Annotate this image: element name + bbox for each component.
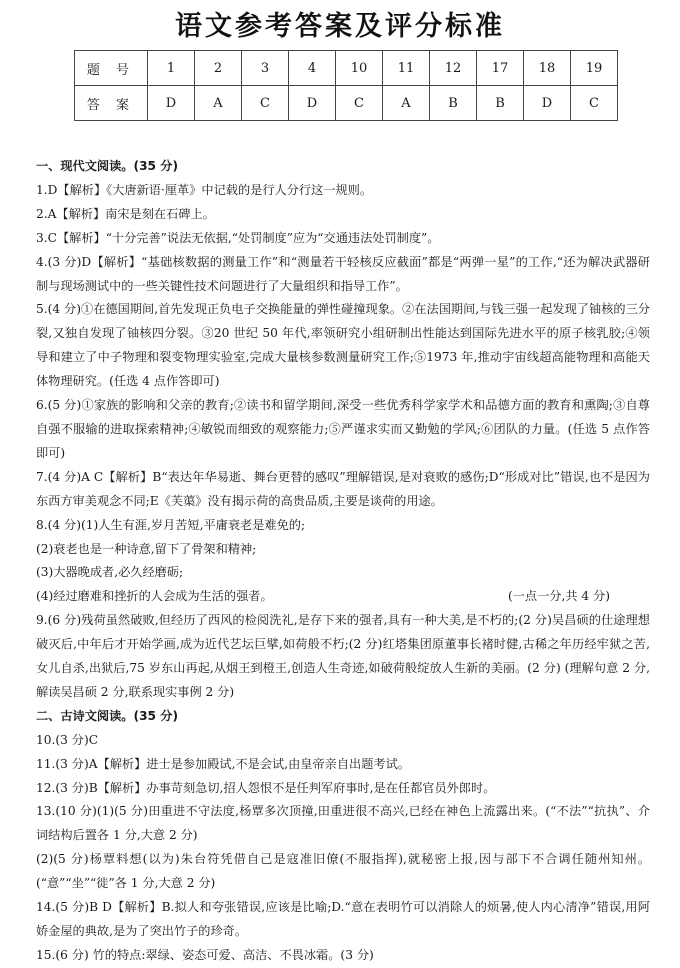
answer-line-6: 6.(5 分)①家族的影响和父亲的教育;②读书和留学期间,深受一些优秀科学家学术和品德方面的教育和熏陶;③自尊自强不服输的进取探索精神;④敏锐而细致的观察能力;⑤严谨求实而又勤勉的学风;⑥团队的力量。(任选 5 点作答即可): [36, 398, 650, 460]
page-title: 语文参考答案及评分标准: [175, 11, 505, 42]
answer-cell: C: [336, 86, 383, 121]
question-number: 2: [195, 51, 242, 86]
answer-line-13-1: 13.(10 分)(1)(5 分)田重进不守法度,杨覃多次顶撞,田重进很不高兴,已经在神色上流露出来。(“不法”“抗执”、介词结构后置各 1 分,大意 2 分): [36, 804, 650, 843]
answer-line-5: 5.(4 分)①在德国期间,首先发现正负电子交换能量的弹性碰撞现象。②在法国期间,与钱三强一起发现了铀核的三分裂,又独自发现了铀核四分裂。③20 世纪 50 年代,率领研究小组研制出性能达到国际先进水平的原子核乳胶;④领导和建立了中子物理和裂变物理实验室,完成大量核参数测量研究工作;⑤1973 年,推动宇宙线超高能物理和高能天体物理研究。(任选 4 点作答即可): [36, 302, 650, 389]
answer-line-7: 7.(4 分)A C【解析】B“表达年华易逝、舞台更替的感叹”理解错误,是对衰败的感伤;D“形成对比”错误,也不是因为东西方审美观念不同;E《芙蕖》没有揭示荷的高贵品质,主要是谈荷的用途。: [36, 469, 650, 508]
row-header: 答 案: [75, 86, 148, 121]
score-note: (一点一分,共 4 分): [507, 589, 610, 604]
answer-line-8-4: [36, 585, 650, 609]
question-number: 19: [571, 51, 618, 86]
answer-line-8-3: (3)大器晚成者,必久经磨砺;: [36, 565, 184, 580]
answer-cell: B: [430, 86, 477, 121]
answer-line-14: 14.(5 分)B D【解析】B.拟人和夸张错误,应该是比喻;D.“意在表明竹可以消除人的烦暑,使人内心清净”错误,用阿娇金屋的典故,是为了突出竹子的珍奇。: [36, 900, 650, 938]
answer-cell: C: [571, 86, 618, 121]
answer-line-4: 4.(3 分)D【解析】“基础核数据的测量工作”和“测量若干轻核反应截面”都是“两弹一星”的工作,“还为解决武器研制与现场测试中的一些关键性技术问题进行了大量组织和指导工作”。: [36, 254, 650, 293]
question-number: 18: [524, 51, 571, 86]
question-number: 17: [477, 51, 524, 86]
answer-cell: D: [148, 86, 195, 121]
answer-line-11: 11.(3 分)A【解析】进士是参加殿试,不是会试,由皇帝亲自出题考试。: [36, 756, 410, 771]
answer-line-9: 9.(6 分)残荷虽然破败,但经历了西风的检阅洗礼,是存下来的强者,具有一种大美,是不朽的;(2 分)吴昌硕的仕途理想破灭后,中年后才开始学画,成为近代艺坛巨擘,如荷般不朽;(2 分)红塔集团原董事长褚时健,古稀之年历经牢狱之苦,女儿自杀,出狱后,75 岁东山再起,从烟王到橙王,创造人生奇迹,如破荷般绽放人生新的美丽。(2 分) (理解句意 2 分,解读吴昌硕 2 分,联系现实事例 2 分): [36, 613, 650, 699]
answer-line-3: 3.C【解析】“十分完善”说法无依据,“处罚制度”应为“交通违法处罚制度”。: [36, 230, 440, 245]
answer-cell: C: [242, 86, 289, 121]
answer-cell: D: [289, 86, 336, 121]
question-number: 10: [336, 51, 383, 86]
answer-table: [74, 50, 618, 121]
question-number: 12: [430, 51, 477, 86]
answer-cell: A: [383, 86, 430, 121]
question-number-row: [75, 51, 618, 86]
section-heading: 一、现代文阅读。(35 分): [36, 159, 179, 173]
answer-line-8-2: (2)衰老也是一种诗意,留下了骨架和精神;: [36, 541, 257, 556]
answer-cell: A: [195, 86, 242, 121]
answer-line-1: 1.D【解析】《大唐新语·厘革》中记载的是行人分行这一规则。: [36, 182, 373, 197]
answer-line-13-2: (2)(5 分)杨覃料想(以为)朱台符凭借自己是寇准旧僚(不服指挥),就秘密上报,因与部下不合调任随州知州。(“意”“坐”“徙”各 1 分,大意 2 分): [36, 852, 650, 891]
question-number: 11: [383, 51, 430, 86]
answer-line-8-1: 8.(4 分)(1)人生有涯,岁月苦短,平庸衰老是难免的;: [36, 517, 306, 532]
answer-cell: D: [524, 86, 571, 121]
row-header: 题 号: [75, 51, 148, 86]
question-number: 3: [242, 51, 289, 86]
answer-cell: B: [477, 86, 524, 121]
answer-text: (4)经过磨难和挫折的人会成为生活的强者。: [36, 589, 273, 604]
answer-line-15: 15.(6 分) 竹的特点:翠绿、姿态可爱、高洁、不畏冰霜。(3 分): [36, 947, 374, 962]
answer-explanations: [36, 155, 650, 968]
answer-line-12: 12.(3 分)B【解析】办事苛刻急切,招人怨恨不是任判军府事时,是在任都官员外郎时。: [36, 780, 496, 795]
question-number: 4: [289, 51, 336, 86]
answer-row: [75, 86, 618, 121]
answer-line-2: 2.A【解析】南宋是刻在石碑上。: [36, 206, 215, 221]
section-heading: 二、古诗文阅读。(35 分): [36, 708, 179, 723]
question-number: 1: [148, 51, 195, 86]
answer-line-10: 10.(3 分)C: [36, 732, 99, 747]
